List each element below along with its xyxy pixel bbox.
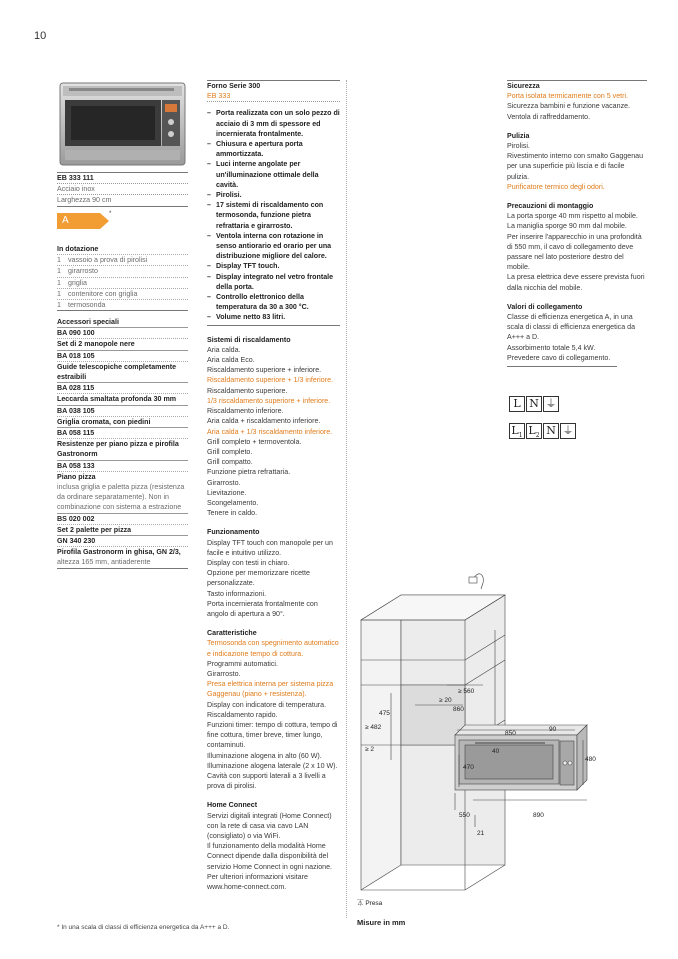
accessory-note: altezza 165 mm, antiaderente [57,558,151,567]
accessories-heading: Accessori speciali [57,318,119,326]
text-line: Grill compatto. [207,458,253,467]
feature-item: – Display integrato nel vetro frontale della porta. [207,272,340,292]
product-material: Acciaio inox [57,185,95,194]
text-line: Scongelamento. [207,498,259,507]
text-line: Ventola di raffreddamento. [507,112,591,121]
text-line: Per inserire l'apparecchio in una profondità di 550 mm, il cavo di collegamento deve passare nel lato posteriore destro del mobile. [507,232,642,272]
accessory-name: Griglia cromata, con piedini [57,416,188,427]
product-width: Larghezza 90 cm [57,196,112,205]
accessory-name: Set di 2 manopole nere [57,338,188,349]
accessory-item [57,427,188,460]
product-info [57,172,188,207]
feature-item: – Porta realizzata con un solo pezzo di acciaio di 3 mm di spessore ed incernierata frontalmente. [207,108,340,139]
text-line: Display con indicatore di temperatura. [207,700,327,709]
svg-text:40: 40 [492,748,500,755]
svg-text:≥ 2: ≥ 2 [365,746,374,753]
text-line: Termosonda con spegnimento automatico e indicazione tempo di cottura. [207,639,339,658]
heating-heading: Sistemi di riscaldamento [207,335,291,344]
characteristics-heading: Caratteristiche [207,629,257,638]
feature-item: – Volume netto 83 litri. [207,312,340,322]
included-qty: 1 [57,301,61,310]
included-qty: 1 [57,256,61,265]
connection-symbols [509,396,577,441]
column-divider [346,80,347,918]
series-name: Forno Serie 300 [207,82,261,90]
text-line: La presa elettrica deve essere prevista fuori dalla nicchia del mobile. [507,273,645,292]
energy-label [57,211,112,229]
symbol-n: N [543,423,559,439]
symbol-n: N [526,396,542,412]
text-line: Grill completo. [207,447,253,456]
product-model: EB 333 111 [57,174,94,182]
feature-list [207,108,340,322]
oven-product-image [57,80,188,171]
text-line: Display TFT touch con manopole per un facile e intuitivo utilizzo. [207,538,333,557]
included-heading: In dotazione [57,245,99,253]
text-line: Purificatore termico degli odori. [507,182,605,191]
right-column [507,80,647,367]
text-line: 1/3 riscaldamento superiore + inferiore. [207,396,331,405]
text-line: Presa elettrica interna per sistema pizza Gaggenau (piano + resistenza). [207,680,334,699]
included-item [57,277,188,288]
svg-text:21: 21 [477,830,485,837]
accessory-item [57,513,188,535]
included-label: contenitore con griglia [68,289,138,298]
feature-item: – Pirolisi. [207,190,340,200]
included-item [57,265,188,276]
accessory-item [57,460,188,513]
accessory-item [57,327,188,349]
home-connect-heading: Home Connect [207,801,258,810]
text-line: Il funzionamento della modalità Home Connect dipende dalla disponibilità del servizio Home Connect in ogni nazione. Per ulteriori informazioni visitare www.home-connect.com. [207,842,332,892]
svg-text:90: 90 [549,726,557,733]
svg-text:≥ 20: ≥ 20 [439,697,452,704]
included-qty: 1 [57,267,61,276]
text-line: Girarrosto. [207,478,241,487]
text-line: Assorbimento totale 5,4 kW. [507,343,596,352]
text-line: Riscaldamento superiore. [207,386,288,395]
safety-heading: Sicurezza [507,82,540,90]
text-line: Lievitazione. [207,488,247,497]
installation-heading: Precauzioni di montaggio [507,202,594,211]
accessory-code: BA 090 100 [57,327,188,338]
text-line: Aria calda Eco. [207,356,255,365]
feature-item: – Luci interne angolate per un'illuminazione ottimale della cavità. [207,159,340,190]
symbol-l2: $L_2$ [526,423,542,439]
text-line: Porta incernierata frontalmente con angolo di apertura a 90°. [207,599,318,618]
accessory-name: Leccarda smaltata profonda 30 mm [57,393,188,404]
feature-item: – 17 sistemi di riscaldamento con termosonda, funzione pietra refrattaria e girarrosto. [207,200,340,231]
svg-text:470: 470 [463,764,474,771]
accessory-name: Resistenze per piano pizza e pirofila Gastronorm [57,438,188,459]
included-label: termosonda [68,301,106,310]
included-item [57,288,188,299]
ground-icon: ⏚ [543,396,559,412]
text-line: Servizi digitali integrati (Home Connect) con la rete di casa via cavo LAN (consigliato) o via WiFi. [207,811,332,841]
ground-icon: ⏚ [560,423,576,439]
text-line: Sicurezza bambini e funzione vacanze. [507,102,631,111]
main-column [207,80,340,892]
text-line: Porta isolata termicamente con 5 vetri. [507,92,629,101]
svg-text:475: 475 [379,710,390,717]
text-line: Funzione pietra refrattaria. [207,468,291,477]
accessory-item [57,350,188,383]
text-line: La porta sporge 40 mm rispetto al mobile. [507,212,638,221]
included-item [57,254,188,265]
presa-legend [357,898,382,907]
text-line: Rivestimento interno con smalto Gaggenau per una superficie più liscia e di facile pulizia. [507,152,644,181]
text-line: Illuminazione alogena laterale (2 x 10 W). [207,761,338,770]
text-line: Display con testi in chiaro. [207,558,290,567]
included-label: griglia [68,278,87,287]
svg-text:890: 890 [533,812,544,819]
text-line: Riscaldamento superiore + inferiore. [207,366,322,375]
text-line: Cavità con supporti laterali a 3 livelli a prova di pirolisi. [207,772,326,791]
feature-item: – Display TFT touch. [207,261,340,271]
svg-text:480: 480 [585,756,596,763]
included-item [57,299,188,310]
included-label: girarrosto [68,267,98,276]
text-line: Tasto informazioni. [207,589,267,598]
text-line: Aria calda. [207,345,241,354]
units-label: Misure in mm [357,918,406,927]
text-line: Pirolisi. [507,142,530,151]
svg-text:550: 550 [459,812,470,819]
included-qty: 1 [57,289,61,298]
accessory-code: BA 058 115 [57,427,188,438]
accessory-code: BA 018 105 [57,350,188,361]
feature-item: – Controllo elettronico della temperatura da 30 a 300 °C. [207,292,340,312]
text-line: Programmi automatici. [207,659,278,668]
accessory-name: Guide telescopiche completamente estraibili [57,361,188,382]
accessory-item [57,535,188,568]
plug-icon: ⏄ [357,900,364,907]
footnote: * In una scala di classi di efficienza energetica da A+++ a D. [57,924,230,931]
accessory-name: Pirofila Gastronorm in ghisa, GN 2/3, [57,546,188,557]
symbol-l: L [509,396,525,412]
accessory-code: BA 028 115 [57,382,188,393]
accessory-name: Piano pizza [57,471,188,482]
accessory-item [57,382,188,404]
feature-item: – Ventola interna con rotazione in senso antiorario ed orario per una distribuzione migliore del calore. [207,231,340,262]
feature-item: – Chiusura e apertura porta ammortizzata. [207,139,340,159]
symbol-l1: $L_1$ [509,423,525,439]
installation-diagram [355,565,615,905]
accessories-section [57,317,188,569]
operation-heading: Funzionamento [207,528,260,537]
accessory-code: GN 340 230 [57,535,188,546]
text-line: Riscaldamento rapido. [207,710,278,719]
energy-class-badge: A [57,213,100,229]
text-line: Girarrosto. [207,669,241,678]
accessory-code: BA 058 133 [57,460,188,471]
svg-text:850: 850 [505,730,516,737]
svg-text:≥ 482: ≥ 482 [365,724,382,731]
text-line: Funzioni timer: tempo di cottura, tempo di fine cottura, timer breve, timer lungo, contaminuti. [207,720,338,750]
dim-label: ≥ 560 [458,688,475,695]
text-line: Classe di efficienza energetica A, in una scala di classi di efficienza energetica da A+++ a D. [507,313,636,342]
text-line: Riscaldamento superiore + 1/3 inferiore. [207,376,333,385]
text-line: Aria calda + 1/3 riscaldamento inferiore. [207,427,333,436]
accessory-code: BS 020 002 [57,513,188,524]
included-label: vassoio a prova di pirolisi [68,256,148,265]
presa-label: Presa [365,900,383,907]
text-line: Grill completo + termoventola. [207,437,302,446]
accessory-name: Set 2 palette per pizza [57,524,188,535]
accessory-item [57,405,188,427]
series-model: EB 333 [207,92,231,101]
text-line: Prevedere cavo di collegamento. [507,353,611,362]
text-line: Riscaldamento inferiore. [207,407,284,416]
text-line: La maniglia sporge 90 mm dal mobile. [507,222,627,231]
accessory-note: inclusa griglia e paletta pizza (resistenza da ordinare separatamente). Non in combinazione con sistema a estrazione [57,483,185,512]
svg-text:860: 860 [453,706,464,713]
energy-note-marker: * [109,211,112,217]
text-line: Aria calda + riscaldamento inferiore. [207,417,321,426]
text-line: Opzione per memorizzare ricette personalizzate. [207,569,310,588]
included-qty: 1 [57,278,61,287]
accessory-code: BA 038 105 [57,405,188,416]
text-line: Tenere in caldo. [207,509,258,518]
page-number: 10 [34,30,47,42]
cleaning-heading: Pulizia [507,131,530,140]
connection-heading: Valori di collegamento [507,302,583,311]
included-section [57,244,188,311]
text-line: Illuminazione alogena in alto (60 W). [207,751,322,760]
